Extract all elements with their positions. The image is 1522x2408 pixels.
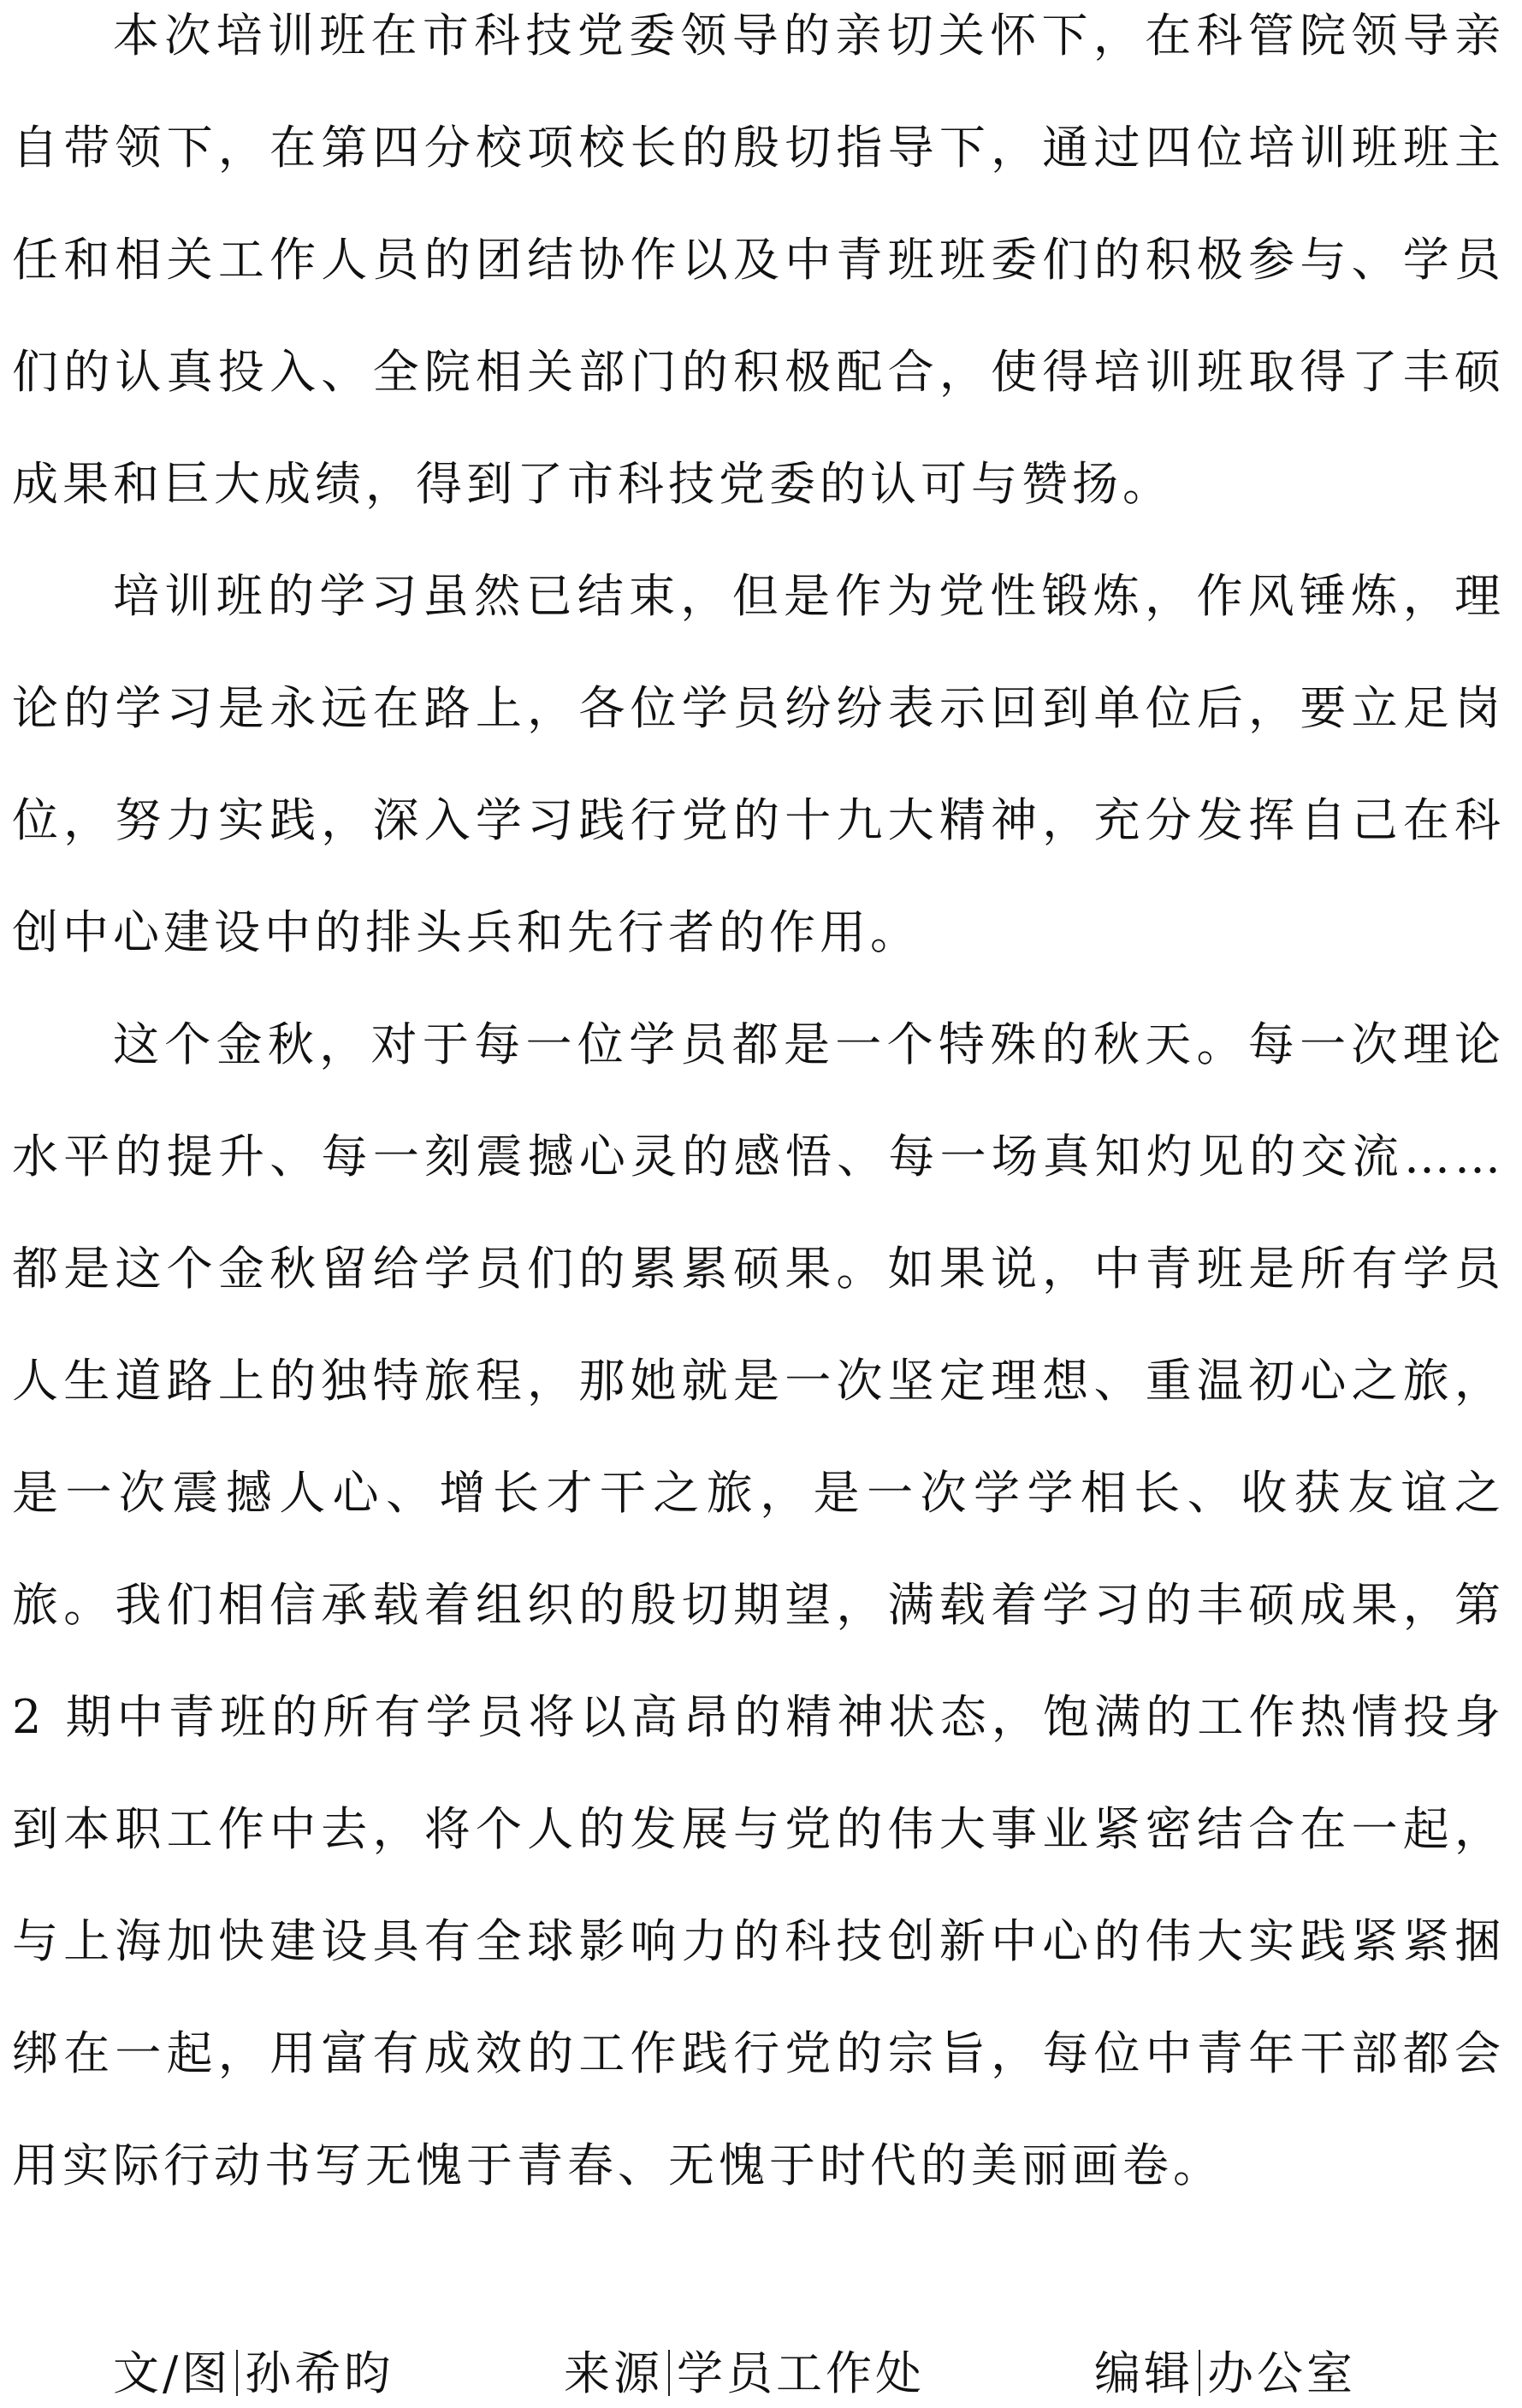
separator-bar	[1199, 2350, 1200, 2396]
paragraph: 培训班的学习虽然已结束，但是作为党性锻炼，作风锤炼，理论的学习是永远在路上，各位学员纷纷表示回到单位后，要立足岗位，努力实践，深入学习践行党的十九大精神，充分发挥自己在科创中心建设中的排头兵和先行者的作用。	[12, 569, 1505, 959]
credit-label: 文/图	[113, 2346, 232, 2400]
credit-value: 办公室	[1207, 2346, 1356, 2400]
credit-label: 编辑	[1094, 2346, 1193, 2400]
credit-author	[113, 2340, 394, 2408]
paragraph: 这个金秋，对于每一位学员都是一个特殊的秋天。每一次理论水平的提升、每一刻震撼心灵的感悟、每一场真知灼见的交流……都是这个金秋留给学员们的累累硕果。如果说，中青班是所有学员人生道路上的独特旅程，那她就是一次坚定理想、重温初心之旅，是一次震撼人心、增长才干之旅，是一次学学相长、收获友谊之旅。我们相信承载着组织的殷切期望，满载着学习的丰硕成果，第 2 期中青班的所有学员将以高昂的精神状态，饱满的工作热情投身到本职工作中去，将个人的发展与党的伟大事业紧密结合在一起，与上海加快建设具有全球影响力的科技创新中心的伟大实践紧紧捆绑在一起，用富有成效的工作践行党的宗旨，每位中青年干部都会用实际行动书写无愧于青春、无愧于时代的美丽画卷。	[12, 1017, 1505, 2192]
credit-source	[564, 2340, 925, 2408]
paragraph: 本次培训班在市科技党委领导的亲切关怀下，在科管院领导亲自带领下，在第四分校项校长的殷切指导下，通过四位培训班班主任和相关工作人员的团结协作以及中青班班委们的积极参与、学员们的认真投入、全院相关部门的积极配合，使得培训班取得了丰硕成果和巨大成绩，得到了市科技党委的认可与赞扬。	[12, 9, 1505, 511]
separator-bar	[668, 2350, 670, 2396]
credit-value: 学员工作处	[677, 2346, 925, 2400]
credits-line	[12, 2340, 1505, 2408]
credit-label: 来源	[564, 2346, 663, 2400]
credit-editor	[1094, 2340, 1356, 2408]
document-page	[12, 0, 1505, 2400]
separator-bar	[236, 2350, 238, 2396]
credit-value: 孙希昀	[245, 2346, 394, 2400]
